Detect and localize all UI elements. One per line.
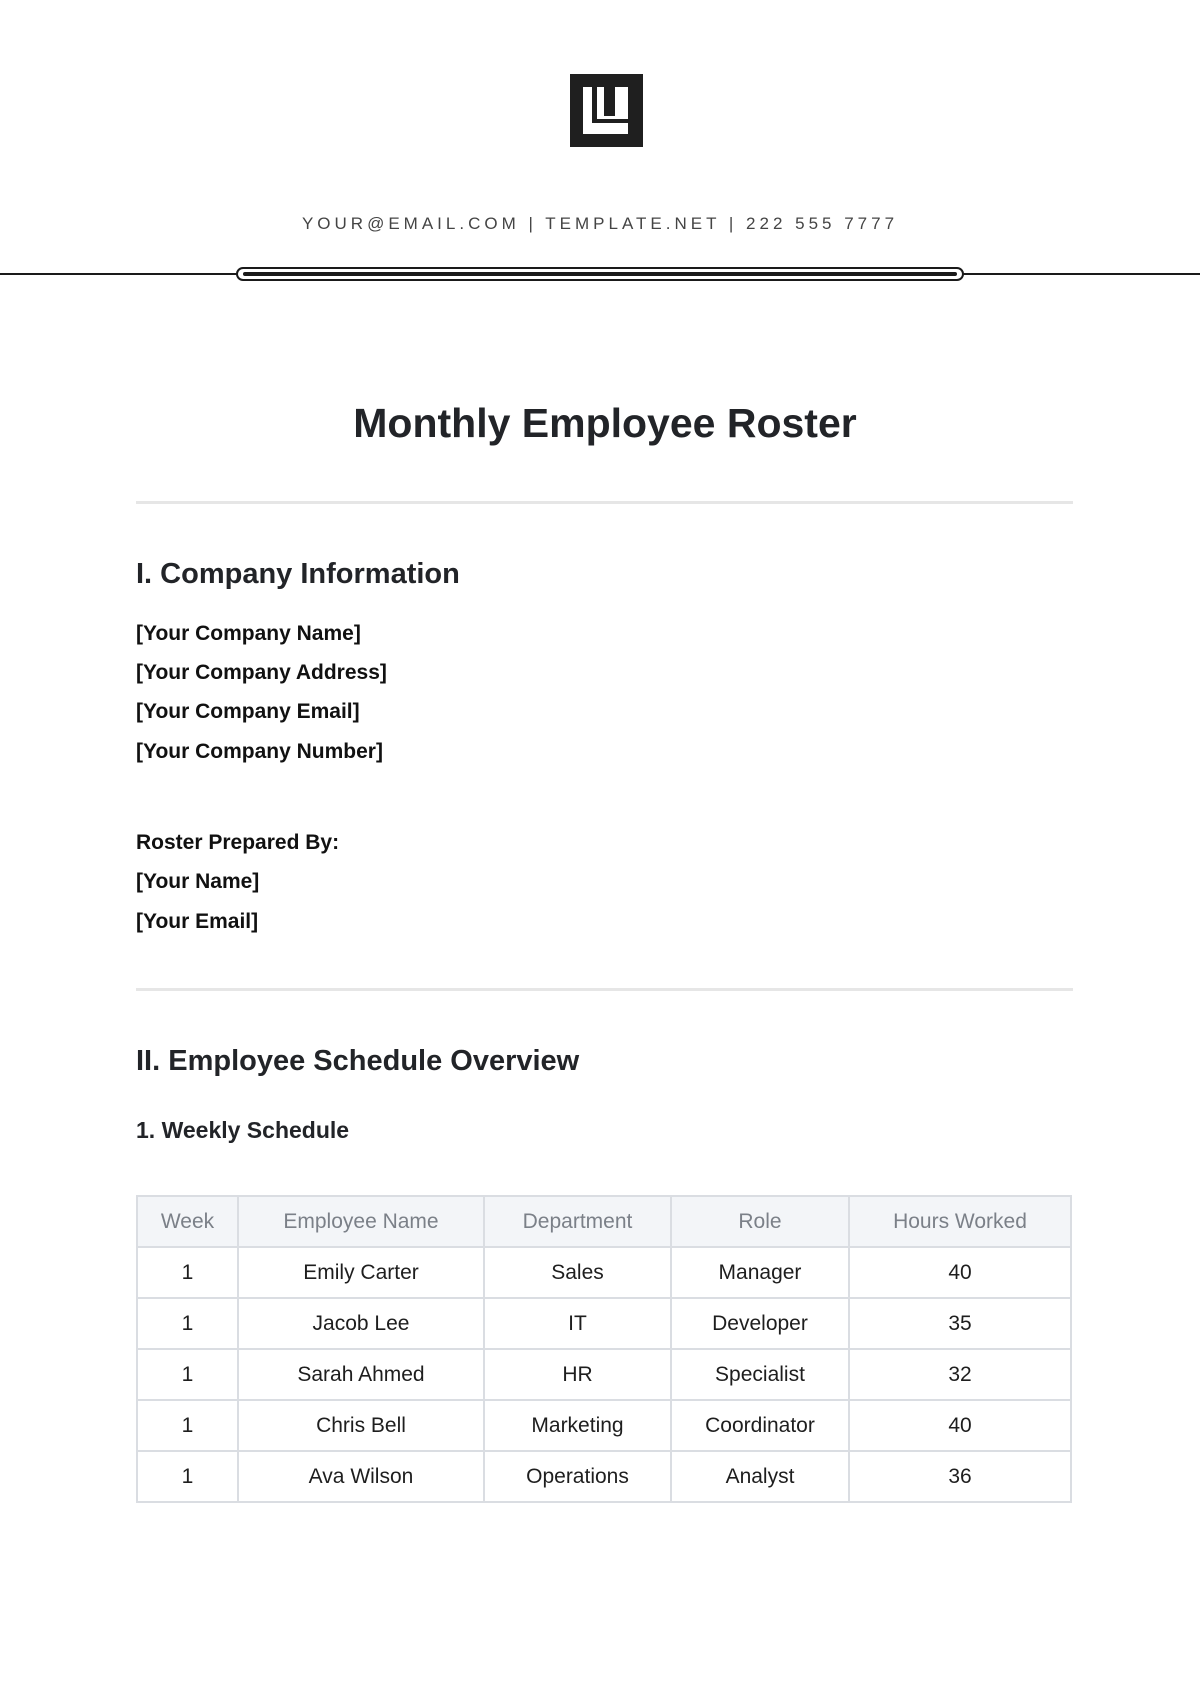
company-number-placeholder: [Your Company Number] <box>136 740 383 763</box>
header-pill-bar <box>243 272 957 276</box>
cell-employee-name: Ava Wilson <box>238 1451 484 1502</box>
column-header-role: Role <box>671 1196 849 1247</box>
roster-prepared-by-label: Roster Prepared By: <box>136 831 340 854</box>
cell-employee-name: Emily Carter <box>238 1247 484 1298</box>
cell-role: Developer <box>671 1298 849 1349</box>
cell-role: Coordinator <box>671 1400 849 1451</box>
column-header-department: Department <box>484 1196 671 1247</box>
cell-hours-worked: 32 <box>849 1349 1071 1400</box>
cell-week: 1 <box>137 1298 238 1349</box>
column-header-week: Week <box>137 1196 238 1247</box>
column-header-employee-name: Employee Name <box>238 1196 484 1247</box>
company-name-placeholder: [Your Company Name] <box>136 622 361 645</box>
brand-logo-icon <box>570 74 643 147</box>
cell-week: 1 <box>137 1247 238 1298</box>
contact-line: YOUR@EMAIL.COM | TEMPLATE.NET | 222 555 7777 <box>301 214 899 233</box>
cell-employee-name: Sarah Ahmed <box>238 1349 484 1400</box>
cell-employee-name: Chris Bell <box>238 1400 484 1451</box>
cell-week: 1 <box>137 1451 238 1502</box>
company-address-placeholder: [Your Company Address] <box>136 661 387 684</box>
table-header-row <box>137 1196 1071 1247</box>
cell-role: Analyst <box>671 1451 849 1502</box>
cell-hours-worked: 40 <box>849 1247 1071 1298</box>
subheading-weekly-schedule: 1. Weekly Schedule <box>136 1117 350 1143</box>
cell-department: HR <box>484 1349 671 1400</box>
cell-role: Manager <box>671 1247 849 1298</box>
cell-hours-worked: 36 <box>849 1451 1071 1502</box>
column-header-hours-worked: Hours Worked <box>849 1196 1071 1247</box>
cell-week: 1 <box>137 1349 238 1400</box>
cell-hours-worked: 35 <box>849 1298 1071 1349</box>
company-email-placeholder: [Your Company Email] <box>136 700 360 723</box>
table-row <box>137 1451 1071 1502</box>
section-divider-middle <box>136 988 1073 991</box>
cell-department: Sales <box>484 1247 671 1298</box>
header-pill-ornament <box>236 267 964 281</box>
section-divider-top <box>136 501 1073 504</box>
section-heading-company-information: I. Company Information <box>136 558 460 590</box>
cell-department: Marketing <box>484 1400 671 1451</box>
section-heading-schedule-overview: II. Employee Schedule Overview <box>136 1045 580 1077</box>
cell-week: 1 <box>137 1400 238 1451</box>
weekly-schedule-table <box>136 1195 1072 1503</box>
table-row <box>137 1247 1071 1298</box>
table-row <box>137 1400 1071 1451</box>
cell-hours-worked: 40 <box>849 1400 1071 1451</box>
table-row <box>137 1298 1071 1349</box>
preparer-email-placeholder: [Your Email] <box>136 910 259 933</box>
cell-department: Operations <box>484 1451 671 1502</box>
preparer-name-placeholder: [Your Name] <box>136 870 260 893</box>
cell-department: IT <box>484 1298 671 1349</box>
table-row <box>137 1349 1071 1400</box>
cell-employee-name: Jacob Lee <box>238 1298 484 1349</box>
cell-role: Specialist <box>671 1349 849 1400</box>
document-title: Monthly Employee Roster <box>353 400 857 446</box>
